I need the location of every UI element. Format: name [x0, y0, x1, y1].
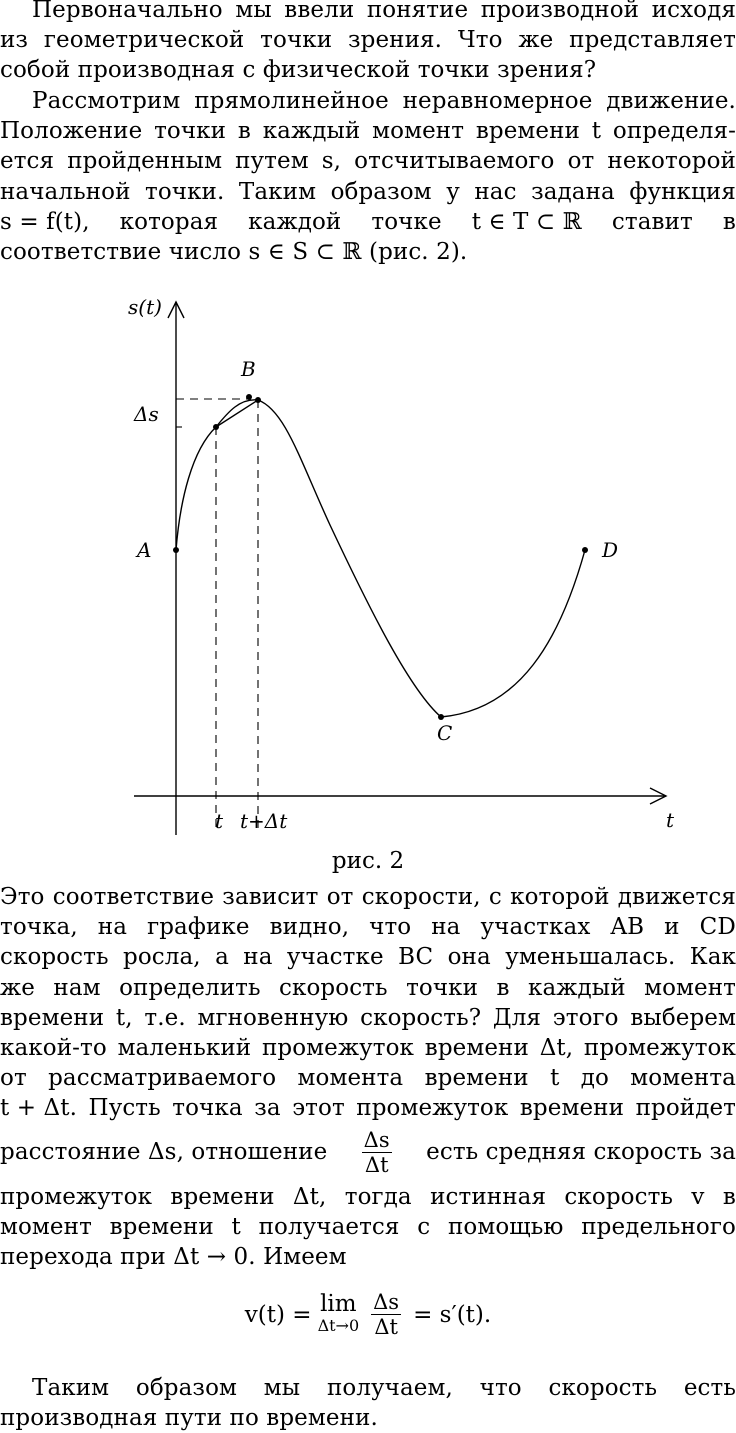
word: есть: [683, 1375, 736, 1401]
word: прямолинейное: [194, 88, 389, 114]
intro-line-2: [0, 25, 736, 55]
word: t: [591, 118, 602, 145]
word: Это: [0, 884, 45, 910]
word: мы: [263, 1375, 301, 1401]
word: представляет: [569, 27, 736, 54]
word: функция: [629, 178, 736, 205]
word: момента: [630, 1065, 736, 1092]
word: некоторой: [607, 148, 736, 175]
word: определить: [119, 974, 261, 1001]
word: она: [447, 944, 491, 971]
speed-paragraph: [0, 882, 736, 1272]
word: промежуток: [356, 1095, 509, 1122]
word: t: [231, 1213, 241, 1240]
point-d-dot: [582, 547, 588, 553]
word: начальной: [0, 178, 131, 205]
speed-line-12: перехода при Δt → 0. Имеем: [0, 1243, 347, 1270]
word: что: [369, 914, 412, 941]
word: на: [97, 914, 128, 941]
word: Пусть: [88, 1095, 161, 1122]
motion-line-4: [0, 177, 736, 207]
word: времени: [424, 1034, 529, 1061]
speed-line-5: [0, 1003, 736, 1033]
word: t: [550, 1065, 560, 1092]
motion-line-5: [0, 207, 736, 237]
word: Для: [492, 1004, 542, 1031]
word: каждый: [262, 118, 361, 145]
word: Первоначально: [32, 0, 223, 23]
fraction-denominator: Δt: [364, 1153, 389, 1177]
word: Таким: [32, 1375, 110, 1401]
conclusion-paragraph: [0, 1373, 736, 1433]
word: предельного: [581, 1213, 736, 1240]
word: производной: [480, 0, 640, 23]
word: выберем: [630, 1004, 736, 1031]
word: в: [496, 974, 510, 1001]
word: пройденным: [67, 148, 223, 175]
word: AB: [610, 914, 645, 941]
word: геометрической: [43, 27, 245, 54]
velocity-formula: [0, 1290, 736, 1350]
word: у: [446, 178, 460, 205]
delta-s-label: Δs: [134, 402, 159, 426]
word: графике: [147, 914, 250, 941]
motion-paragraph: [0, 86, 736, 267]
fraction-numerator: Δs: [363, 1128, 390, 1152]
word: а: [215, 944, 229, 971]
point-c-dot: [438, 714, 444, 720]
word: получаем,: [326, 1375, 453, 1401]
speed-line-7: [0, 1063, 736, 1093]
point-c-label: C: [437, 721, 453, 745]
speed-line-1: [0, 882, 736, 912]
word: BC: [398, 944, 434, 971]
word: за: [254, 1095, 281, 1122]
formula-rhs: = s′(t).: [413, 1301, 492, 1328]
word: отсчитываемого: [354, 148, 555, 175]
word: же: [0, 974, 35, 1001]
word: и: [664, 914, 680, 941]
formula-numerator: Δs: [373, 1290, 400, 1314]
word: точке: [371, 208, 442, 235]
word: от: [567, 148, 595, 175]
word: нас: [474, 178, 517, 205]
word: времени: [109, 1213, 214, 1240]
word: видно,: [269, 914, 350, 941]
formula-lim-sub: Δt→0: [317, 1315, 360, 1335]
word: этого: [552, 1004, 619, 1031]
word: маленький: [117, 1034, 252, 1061]
word: точки: [260, 27, 333, 54]
word: задана: [531, 178, 615, 205]
tick-t-dt-label: t+Δt: [240, 809, 288, 833]
word: получается: [258, 1213, 400, 1240]
motion-line-2: [0, 116, 736, 146]
word: Как: [689, 944, 736, 971]
word: что: [479, 1375, 522, 1401]
word: неравномерное: [402, 88, 593, 114]
word: ется: [0, 148, 55, 175]
word: помощью: [447, 1213, 564, 1240]
chord-line: [216, 400, 258, 427]
speed-line-11: [0, 1212, 736, 1242]
word: мгновенную: [197, 1004, 349, 1031]
motion-line-6: соответствие число s ∈ S ⊂ ℝ (рис. 2).: [0, 238, 468, 265]
word: t,: [115, 1004, 133, 1031]
figure-caption: рис. 2: [331, 848, 405, 874]
word: времени: [475, 118, 580, 145]
word: истинная: [430, 1183, 547, 1210]
word: s,: [321, 148, 342, 175]
word: ставит: [611, 208, 693, 235]
intro-paragraph: [0, 0, 736, 86]
word: каждой: [248, 208, 342, 235]
formula-denominator: Δt: [374, 1315, 398, 1339]
word: точки: [154, 118, 227, 145]
intro-line-3: собой производная с физической точки зрения?: [0, 57, 597, 84]
word: скорость: [564, 1183, 674, 1210]
word: на: [431, 914, 461, 941]
word: скорость?: [360, 1004, 482, 1031]
word: скорости,: [361, 884, 481, 910]
word: до: [580, 1065, 609, 1092]
point-a-label: A: [137, 538, 152, 562]
word: скорость: [548, 1375, 658, 1401]
word: в: [237, 118, 251, 145]
motion-line-1: [0, 86, 736, 116]
word: промежуток: [261, 1034, 414, 1061]
speed-line-8: [0, 1093, 736, 1123]
word: от: [0, 1065, 27, 1092]
word: же: [518, 27, 554, 54]
word: из: [0, 27, 29, 54]
speed-line-2: [0, 912, 736, 942]
word: v: [691, 1183, 705, 1210]
word: Положение: [0, 118, 143, 145]
word: путем: [235, 148, 309, 175]
word: CD: [699, 914, 736, 941]
word: ввели: [284, 0, 355, 23]
point-t-dt-dot: [255, 397, 261, 403]
word: s = f(t),: [0, 208, 90, 235]
speed-line-6: [0, 1033, 736, 1063]
formula-lim-text: lim: [320, 1290, 357, 1317]
word: времени: [0, 1004, 105, 1031]
word: момент: [644, 974, 736, 1001]
word: какой-то: [0, 1034, 107, 1061]
word: точка,: [0, 914, 78, 941]
word: участках: [480, 914, 591, 941]
formula-lhs: v(t) =: [244, 1301, 312, 1328]
speed-line-9: [0, 1124, 736, 1182]
word: зависит: [222, 884, 319, 910]
point-t-dot: [213, 424, 219, 430]
word: времени: [424, 1065, 529, 1092]
word: точка: [172, 1095, 243, 1122]
word: промежуток: [583, 1034, 736, 1061]
speed-line-9-b: есть средняя скорость за: [426, 1139, 736, 1166]
average-speed-fraction: [362, 1128, 392, 1177]
word: от: [326, 884, 354, 910]
word: исходя: [651, 0, 736, 23]
formula-limit: [317, 1290, 360, 1337]
word: Что: [457, 27, 503, 54]
speed-line-9-a: расстояние Δs, отношение: [0, 1139, 328, 1166]
word: с: [417, 1213, 431, 1240]
word: определя-: [612, 118, 736, 145]
word: точки: [406, 974, 479, 1001]
word: которая: [119, 208, 219, 235]
word: момент: [0, 1213, 92, 1240]
formula-fraction: [371, 1290, 401, 1339]
motion-graph: [0, 290, 736, 850]
word: понятие: [366, 0, 469, 23]
point-b-dot: [246, 394, 252, 400]
word: с: [488, 884, 502, 910]
point-d-label: D: [602, 538, 619, 562]
word: промежуток: [0, 1183, 153, 1210]
word: этот: [292, 1095, 345, 1122]
intro-line-1: [0, 0, 736, 25]
word: времени: [519, 1095, 625, 1122]
word: участке: [286, 944, 384, 971]
word: рассматриваемого: [48, 1065, 277, 1092]
word: движение.: [606, 88, 736, 114]
word: росла,: [123, 944, 201, 971]
point-b-label: B: [241, 357, 256, 381]
word: t ∈ T ⊂ ℝ: [471, 208, 582, 235]
word: времени: [170, 1183, 275, 1210]
word: Δt,: [292, 1183, 327, 1210]
word: которой: [510, 884, 610, 910]
point-a-dot: [173, 547, 179, 553]
x-axis-label: t: [666, 808, 675, 832]
word: зрения.: [347, 27, 443, 54]
word: Δt,: [539, 1034, 574, 1061]
word: тогда: [344, 1183, 412, 1210]
curve-s-of-t: [176, 400, 585, 717]
word: момент: [372, 118, 465, 145]
word: в: [722, 208, 736, 235]
conclusion-line-2: производная пути по времени.: [0, 1405, 378, 1432]
word: скорость: [0, 944, 109, 971]
word: момента: [297, 1065, 404, 1092]
word: точки.: [145, 178, 225, 205]
word: соответствие: [52, 884, 215, 910]
word: т.е.: [144, 1004, 186, 1031]
tick-t-label: t: [215, 809, 224, 833]
word: образом: [135, 1375, 238, 1401]
word: Рассмотрим: [32, 88, 181, 114]
word: скорость: [279, 974, 388, 1001]
word: t + Δt.: [0, 1095, 77, 1122]
speed-line-4: [0, 973, 736, 1003]
word: каждый: [527, 974, 626, 1001]
speed-line-10: [0, 1182, 736, 1212]
word: пройдет: [635, 1095, 736, 1122]
word: мы: [235, 0, 272, 23]
word: Таким: [238, 178, 317, 205]
y-axis-label: s(t): [128, 295, 162, 319]
word: движется: [617, 884, 736, 910]
speed-line-3: [0, 942, 736, 972]
word: в: [722, 1183, 736, 1210]
word: образом: [330, 178, 432, 205]
word: уменьшалась.: [505, 944, 676, 971]
word: на: [243, 944, 273, 971]
conclusion-line-1: [0, 1373, 736, 1403]
word: нам: [53, 974, 101, 1001]
motion-line-3: [0, 146, 736, 176]
